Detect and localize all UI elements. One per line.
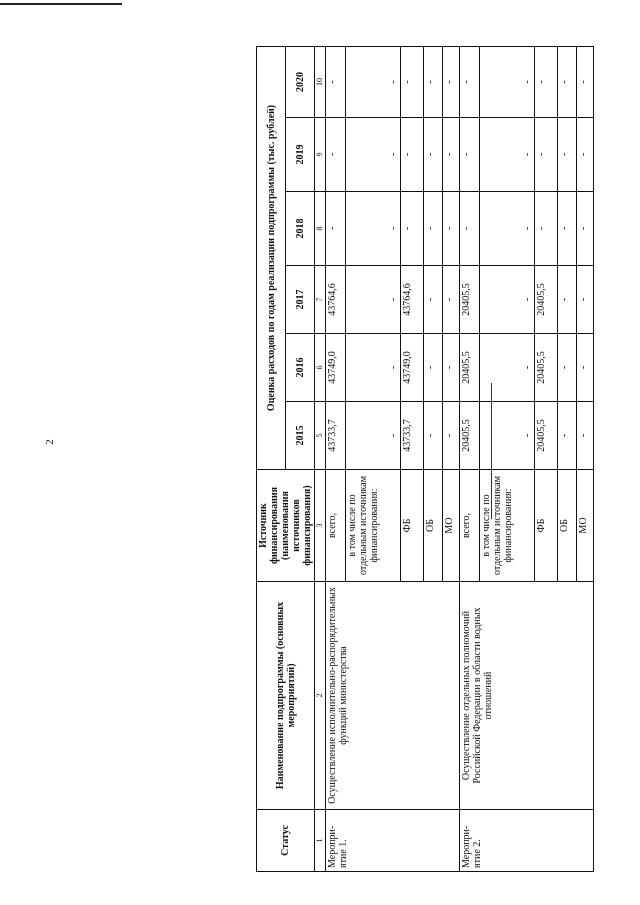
row-value: - bbox=[460, 118, 480, 192]
row-value: - bbox=[576, 402, 594, 470]
row-value: 43733,7 bbox=[401, 402, 424, 470]
header-year: 2017 bbox=[286, 266, 315, 334]
row-value: - bbox=[423, 192, 442, 266]
col-number: 7 bbox=[315, 266, 326, 334]
col-number: 10 bbox=[315, 46, 326, 117]
col-number: 8 bbox=[315, 192, 326, 266]
row-value: - bbox=[423, 334, 442, 402]
row-source: МО bbox=[576, 470, 594, 582]
row-source: в том числе по отдельным источникам финансирования: bbox=[480, 470, 535, 582]
row-value: - bbox=[480, 192, 535, 266]
row-source: всего, bbox=[326, 470, 346, 582]
row-value: - bbox=[480, 402, 535, 470]
row-value: - bbox=[557, 192, 576, 266]
row-value: - bbox=[480, 118, 535, 192]
page-number: 2 bbox=[43, 439, 56, 445]
row-value: - bbox=[442, 334, 460, 402]
row-value: - bbox=[346, 118, 401, 192]
col-number: 9 bbox=[315, 118, 326, 192]
row-value: - bbox=[346, 402, 401, 470]
row-value: - bbox=[442, 402, 460, 470]
row-value: - bbox=[442, 118, 460, 192]
row-value: 20405,5 bbox=[535, 266, 558, 334]
row-value: 43764,6 bbox=[326, 266, 346, 334]
row-source: в том числе по отдельным источникам финансирования: bbox=[346, 470, 401, 582]
row-source: ФБ bbox=[401, 470, 424, 582]
row-value: - bbox=[557, 334, 576, 402]
row-value: - bbox=[576, 266, 594, 334]
header-name: Наименование подпрограммы (основных мероприятий) bbox=[257, 582, 315, 810]
row-value: - bbox=[535, 192, 558, 266]
header-estimate: Оценка расходов по годам реализации подпрограммы (тыс. рублей) bbox=[257, 46, 286, 469]
header-year: 2020 bbox=[286, 46, 315, 117]
col-number: 2 bbox=[315, 582, 326, 810]
row-value: 43749,0 bbox=[326, 334, 346, 402]
row-value: - bbox=[423, 402, 442, 470]
row-value: - bbox=[442, 46, 460, 117]
row-value: - bbox=[557, 46, 576, 117]
row-source: МО bbox=[442, 470, 460, 582]
row-value: - bbox=[423, 118, 442, 192]
row-value: 20405,5 bbox=[460, 266, 480, 334]
row-value: - bbox=[557, 118, 576, 192]
row-value: - bbox=[423, 266, 442, 334]
row-value: - bbox=[576, 334, 594, 402]
top-rule bbox=[0, 3, 122, 5]
row-status: Меропри-ятие 2. bbox=[460, 810, 594, 872]
row-value: 43749,0 bbox=[401, 334, 424, 402]
row-value: - bbox=[401, 118, 424, 192]
row-value: - bbox=[346, 46, 401, 117]
header-year: 2016 bbox=[286, 334, 315, 402]
col-number: 6 bbox=[315, 334, 326, 402]
row-value: - bbox=[576, 46, 594, 117]
row-value: 43733,7 bbox=[326, 402, 346, 470]
row-value: - bbox=[401, 46, 424, 117]
table-body bbox=[326, 46, 594, 871]
header-status: Статус bbox=[257, 810, 315, 872]
row-value: - bbox=[557, 266, 576, 334]
row-value: - bbox=[480, 266, 535, 334]
row-value: - bbox=[442, 266, 460, 334]
row-source: ОБ bbox=[423, 470, 442, 582]
table-row bbox=[326, 46, 346, 871]
row-value: - bbox=[442, 192, 460, 266]
row-source: ОБ bbox=[557, 470, 576, 582]
row-value: - bbox=[346, 266, 401, 334]
row-status: Меропри-ятие 1. bbox=[326, 810, 460, 872]
row-value: - bbox=[460, 46, 480, 117]
row-value: - bbox=[346, 334, 401, 402]
header-year: 2015 bbox=[286, 402, 315, 470]
row-value: 43764,6 bbox=[401, 266, 424, 334]
row-value: - bbox=[535, 46, 558, 117]
expense-table bbox=[256, 46, 594, 872]
row-value: 20405,5 bbox=[535, 402, 558, 470]
col-number: 5 bbox=[315, 402, 326, 470]
row-value: 20405,5 bbox=[460, 334, 480, 402]
row-value: - bbox=[460, 192, 480, 266]
row-value: - bbox=[480, 334, 535, 402]
row-value: - bbox=[557, 402, 576, 470]
col-number: 3 bbox=[315, 470, 326, 582]
row-name: Осуществление исполнительно-распорядительных функций министерства bbox=[326, 582, 460, 810]
row-value: - bbox=[326, 118, 346, 192]
header-source: Источник финансирования (наименования источников финансирования) bbox=[257, 470, 315, 582]
row-value: 20405,5 bbox=[460, 402, 480, 470]
row-value: - bbox=[576, 118, 594, 192]
row-value: - bbox=[326, 46, 346, 117]
row-value: - bbox=[423, 46, 442, 117]
header-year: 2019 bbox=[286, 118, 315, 192]
row-name: Осуществление отдельных полномочий Российской Федерации в области водных отношений bbox=[460, 582, 594, 810]
row-value: - bbox=[401, 192, 424, 266]
rotated-table-frame bbox=[256, 47, 589, 872]
table-row bbox=[460, 46, 480, 871]
row-value: - bbox=[535, 118, 558, 192]
col-number: 1 bbox=[315, 810, 326, 872]
row-value: - bbox=[346, 192, 401, 266]
row-value: - bbox=[576, 192, 594, 266]
header-year: 2018 bbox=[286, 192, 315, 266]
row-value: - bbox=[480, 46, 535, 117]
row-value: - bbox=[326, 192, 346, 266]
row-value: 20405,5 bbox=[535, 334, 558, 402]
row-source: всего, bbox=[460, 470, 480, 582]
row-source: ФБ bbox=[535, 470, 558, 582]
